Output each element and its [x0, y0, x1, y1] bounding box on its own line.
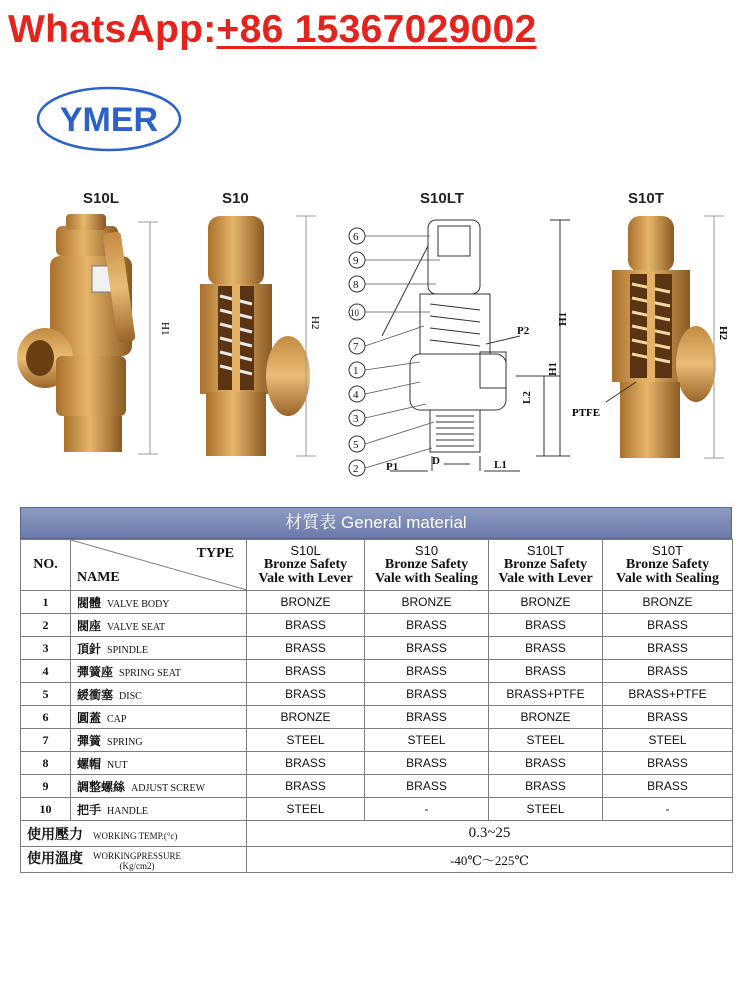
row-name-zh: 頂針	[77, 641, 102, 656]
material-row	[21, 591, 733, 614]
s10lt-callouts	[349, 228, 569, 476]
material-row	[21, 775, 733, 798]
row-no: 5	[21, 683, 71, 706]
row-name	[71, 706, 247, 729]
svg-text:7: 7	[353, 341, 359, 353]
material-row	[21, 752, 733, 775]
row-material-cell: BRASS	[247, 660, 365, 683]
row-material-cell: BRONZE	[247, 591, 365, 614]
row-no: 1	[21, 591, 71, 614]
row-material-cell: BRASS	[365, 614, 489, 637]
row-material-cell: BRASS	[365, 683, 489, 706]
model-label-s10l: S10L	[83, 190, 119, 207]
s10t-ptfe-label: PTFE	[572, 407, 601, 419]
row-material-cell: BRASS	[247, 637, 365, 660]
row-name-zh: 螺帽	[77, 756, 102, 771]
row-name-en: DISC	[119, 690, 142, 702]
row-no: 4	[21, 660, 71, 683]
s10lt-dim-p1: P1	[386, 461, 399, 473]
s10lt-dim-h1: H1	[557, 311, 569, 326]
working-temp-zh: 使用溫度	[27, 852, 83, 868]
header-row	[21, 540, 733, 591]
table-banner: 材質表 General material	[20, 507, 732, 539]
row-name-en: SPRING	[107, 736, 143, 748]
row-name-zh: 彈簧座	[77, 664, 114, 679]
row-material-cell: BRASS	[489, 775, 603, 798]
logo-text: YMER	[59, 101, 159, 139]
row-material-cell: BRONZE	[247, 706, 365, 729]
row-name	[71, 660, 247, 683]
row-name-zh: 閥體	[77, 595, 102, 610]
whatsapp-number[interactable]: +86 15367029002	[216, 8, 537, 51]
row-name-en: HANDLE	[107, 805, 149, 817]
header-col-s10: S10 Bronze Safety Vale with Sealing	[365, 540, 489, 591]
row-material-cell: BRASS+PTFE	[489, 683, 603, 706]
row-material-cell: BRASS	[247, 752, 365, 775]
material-row	[21, 683, 733, 706]
row-name	[71, 683, 247, 706]
row-material-cell: BRONZE	[489, 706, 603, 729]
s10lt-dim-h1-lower: H1	[547, 361, 559, 376]
row-name-en: SPRING SEAT	[119, 667, 181, 679]
row-name-en: SPINDLE	[107, 644, 149, 656]
working-pressure-row	[21, 821, 733, 847]
row-material-cell: BRASS	[603, 637, 733, 660]
row-name-zh: 圓蓋	[77, 710, 102, 725]
header-no: NO.	[21, 540, 71, 591]
row-name	[71, 729, 247, 752]
row-material-cell: BRASS	[247, 614, 365, 637]
row-material-cell: BRONZE	[365, 591, 489, 614]
row-material-cell: STEEL	[247, 729, 365, 752]
valve-s10t-image	[572, 216, 729, 458]
row-name-zh: 閥座	[77, 618, 102, 633]
whatsapp-contact	[8, 8, 537, 52]
working-pressure-value: 0.3~25	[247, 821, 733, 847]
working-pressure-en: WORKING TEMP.(°c)	[93, 830, 178, 841]
valve-s10-image	[200, 216, 321, 456]
row-material-cell: BRASS	[247, 683, 365, 706]
row-material-cell: BRASS	[603, 752, 733, 775]
row-material-cell: STEEL	[489, 798, 603, 821]
material-row	[21, 706, 733, 729]
row-material-cell: STEEL	[489, 729, 603, 752]
material-row	[21, 660, 733, 683]
material-row	[21, 798, 733, 821]
s10lt-dim-d: D	[432, 455, 440, 467]
row-name-zh: 把手	[77, 802, 102, 817]
svg-text:8: 8	[353, 279, 359, 291]
row-material-cell: BRASS	[489, 614, 603, 637]
model-label-s10t: S10T	[628, 190, 664, 207]
material-row	[21, 614, 733, 637]
header-col-s10t: S10T Bronze Safety Vale with Sealing	[603, 540, 733, 591]
row-name	[71, 637, 247, 660]
material-grid	[20, 539, 733, 873]
row-no: 8	[21, 752, 71, 775]
valve-s10l-image	[17, 214, 171, 454]
material-row	[21, 637, 733, 660]
svg-text:6: 6	[353, 231, 359, 243]
row-no: 9	[21, 775, 71, 798]
row-material-cell: BRONZE	[489, 591, 603, 614]
row-material-cell: BRASS	[489, 660, 603, 683]
row-material-cell: BRONZE	[603, 591, 733, 614]
s10l-dim-h1: H1	[159, 322, 171, 336]
row-name-en: VALVE SEAT	[107, 621, 166, 633]
row-name-en: NUT	[107, 759, 128, 771]
row-material-cell: BRASS	[365, 706, 489, 729]
ymer-logo	[36, 86, 182, 152]
working-temp-row	[21, 847, 733, 873]
valve-s10lt-image	[382, 220, 570, 471]
row-material-cell: BRASS+PTFE	[603, 683, 733, 706]
s10-dim-h2: H2	[309, 316, 321, 330]
row-material-cell: BRASS	[365, 660, 489, 683]
row-name-zh: 緩衝塞	[77, 687, 114, 702]
working-temp-en: WORKINGPRESSURE (Kg/cm2)	[93, 850, 182, 871]
row-no: 7	[21, 729, 71, 752]
working-pressure-zh: 使用壓力	[27, 827, 83, 843]
valve-drawings	[0, 186, 750, 486]
svg-text:9: 9	[353, 255, 359, 267]
header-name: NAME	[77, 570, 120, 585]
row-name-zh: 彈簧	[77, 733, 102, 748]
svg-text:10: 10	[350, 308, 359, 318]
header-type: TYPE	[196, 546, 234, 561]
row-material-cell: -	[365, 798, 489, 821]
material-row	[21, 729, 733, 752]
row-no: 10	[21, 798, 71, 821]
row-name	[71, 614, 247, 637]
row-material-cell: BRASS	[365, 775, 489, 798]
header-col-s10lt: S10LT Bronze Safety Vale with Lever	[489, 540, 603, 591]
row-name-en: CAP	[107, 713, 127, 725]
svg-text:4: 4	[353, 389, 359, 401]
header-col-s10l: S10L Bronze Safety Vale with Lever	[247, 540, 365, 591]
valve-models	[0, 186, 750, 486]
svg-text:3: 3	[353, 413, 359, 425]
row-material-cell: STEEL	[247, 798, 365, 821]
s10t-dim-h2: H2	[717, 326, 729, 341]
row-material-cell: STEEL	[365, 729, 489, 752]
s10lt-dim-l2: L2	[521, 391, 533, 404]
row-name-en: ADJUST SCREW	[131, 782, 206, 794]
row-name-zh: 調整螺絲	[77, 779, 126, 794]
row-material-cell: -	[603, 798, 733, 821]
header-type-name	[71, 540, 247, 591]
row-name	[71, 591, 247, 614]
row-material-cell: BRASS	[603, 660, 733, 683]
row-material-cell: BRASS	[365, 752, 489, 775]
svg-text:1: 1	[353, 365, 359, 377]
row-no: 6	[21, 706, 71, 729]
svg-text:5: 5	[353, 439, 359, 451]
svg-text:2: 2	[353, 463, 359, 475]
s10lt-dim-p2: P2	[517, 325, 530, 337]
material-table	[20, 507, 732, 873]
row-name	[71, 752, 247, 775]
row-material-cell: BRASS	[365, 637, 489, 660]
row-name-en: VALVE BODY	[107, 598, 170, 610]
row-no: 2	[21, 614, 71, 637]
model-label-s10: S10	[222, 190, 249, 207]
row-name	[71, 775, 247, 798]
model-label-s10lt: S10LT	[420, 190, 464, 207]
row-material-cell: BRASS	[247, 775, 365, 798]
row-material-cell: STEEL	[603, 729, 733, 752]
working-temp-value: -40℃～225℃	[247, 847, 733, 873]
row-material-cell: BRASS	[489, 637, 603, 660]
whatsapp-prefix: WhatsApp:	[8, 8, 217, 51]
row-material-cell: BRASS	[603, 706, 733, 729]
s10lt-dim-l1: L1	[494, 459, 507, 471]
row-material-cell: BRASS	[603, 614, 733, 637]
row-material-cell: BRASS	[603, 775, 733, 798]
row-material-cell: BRASS	[489, 752, 603, 775]
row-no: 3	[21, 637, 71, 660]
row-name	[71, 798, 247, 821]
